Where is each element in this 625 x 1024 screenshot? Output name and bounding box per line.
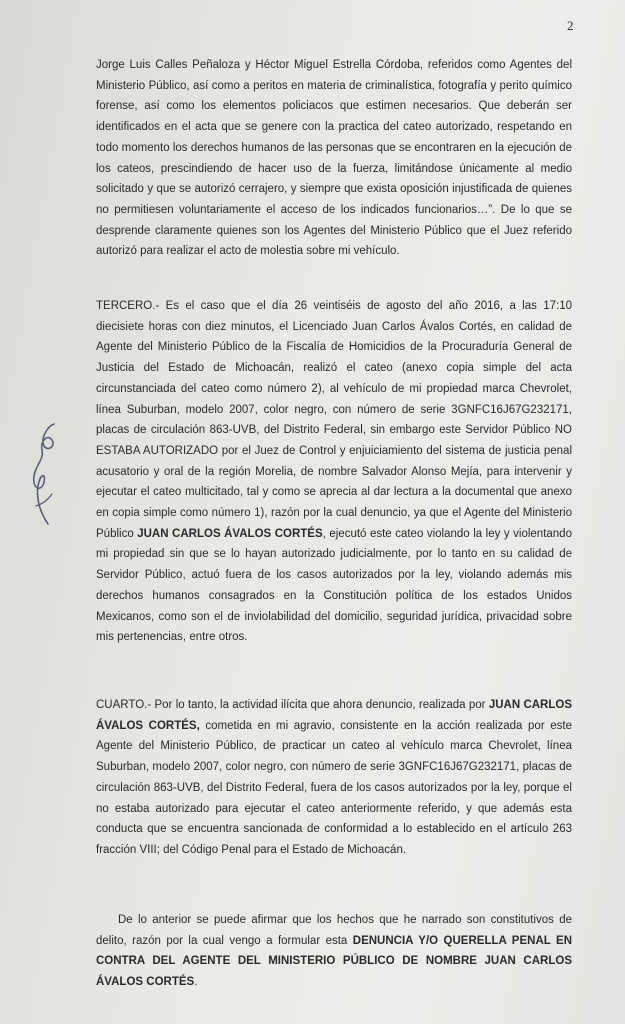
paragraph-cuarto	[96, 695, 572, 861]
accused-name-bold: JUAN CARLOS ÁVALOS CORTÉS	[137, 527, 323, 540]
paragraph-conclusion-text-b: .	[194, 976, 198, 989]
page-number: 2	[567, 18, 574, 33]
paragraph-conclusion-text-a: De lo anterior se puede afirmar que los hechos que he narrado son constitutivos de delito, razón por la cual vengo a formular esta	[96, 914, 572, 947]
paragraph-cuarto-text-a: Por lo tanto, la actividad ilícita que ahora denuncio, realizada por	[151, 699, 489, 711]
section-label-cuarto: CUARTO.-	[96, 699, 152, 711]
handwritten-signature	[18, 420, 64, 530]
paragraph-tercero-text-a: Es el caso que el día 26 veintiséis de agosto del año 2016, a las 17:10 diecisiete horas con diez minutos, el Licenciado Juan Carlos Ávalos Cortés, en calidad de Agente del Ministerio Público de la Fiscalía de Homicidios de la Procuraduría General de Justicia del Estado de Michoacán, realizó el cateo (anexo copia simple del acta circunstanciada del cateo como número 2), al vehículo de mi propiedad marca Chevrolet, línea Suburban, modelo 2007, color negro, con número de serie 3GNFC16J67G232171, placas de circulación 863-UVB, del Distrito Federal, sin embargo este Servidor Público NO ESTABA AUTORIZADO por el Juez de Control y enjuiciamiento del sistema de justicia penal acusatorio y oral de la región Morelia, de nombre Salvador Alonso Mejía, para intervenir y ejecutar el cateo multicitado, tal y como se aprecia al dar lectura a la documental que anexo en copia simple como número 1), razón por la cual denuncio, ya que el Agente del Ministerio Público	[96, 300, 572, 540]
complaint-statement-bold: DENUNCIA Y/O QUERELLA PENAL EN CONTRA DEL AGENTE DEL MINISTERIO PÚBLICO DE NOMBRE JUAN CARLOS ÁVALOS CORTÉS	[96, 934, 572, 989]
paragraph-tercero	[96, 296, 572, 648]
section-label-tercero: TERCERO.-	[96, 300, 160, 312]
paragraph-tercero-text-b: , ejecutó este cateo violando la ley y violentando mi propiedad sin que se lo hayan autorizado judicialmente, por lo tanto en su calidad de Servidor Público, actuó fuera de los casos autorizados por la ley, violando además mis derechos humanos consagrados en la Constitución política de los estados Unidos Mexicanos, como son el de inviolabilidad del domicilio, seguridad jurídica, privacidad sobre mis pertenencias, entre otros.	[96, 527, 572, 644]
paragraph-cuarto-text-b: cometida en mi agravio, consistente en la acción realizada por este Agente del Ministerio Público, de practicar un cateo al vehículo marca Chevrolet, línea Suburban, modelo 2007, color negro, con número de serie 3GNFC16J67G232171, placas de circulación 863-UVB, del Distrito Federal, fuera de los casos autorizados por la ley, porque el no estaba autorizado para ejecutar el cateo anteriormente referido, y que además esta conducta que se encuentra sancionada de conformidad a lo establecido en el artículo 263 fracción VIII; del Código Penal para el Estado de Michoacán.	[96, 719, 572, 856]
paragraph-conclusion	[96, 910, 572, 993]
accused-name-bold: JUAN CARLOS ÁVALOS CORTÉS,	[96, 699, 573, 732]
paragraph-continuation: Jorge Luis Calles Peñaloza y Héctor Miguel Estrella Córdoba, referidos como Agentes del Ministerio Público, así como a peritos en materia de criminalística, fotografía y perito químico forense, así como los elementos policiacos que estimen necesarios. Que deberán ser identificados en el acta que se genere con la practica del cateo autorizado, respetando en todo momento los derechos humanos de las personas que se encontraren en la ejecución de los cateos, prescindiendo de hacer uso de la fuerza, limitándose únicamente al medio solicitado y que se autorizó cerrajero, y siempre que exista oposición injustificada de quienes no permitiesen voluntariamente el acceso de los indicados funcionarios…”. De lo que se desprende claramente quienes son los Agentes del Ministerio Público que el Juez referido autorizó para realizar el acto de molestia sobre mi vehículo.	[96, 59, 572, 258]
